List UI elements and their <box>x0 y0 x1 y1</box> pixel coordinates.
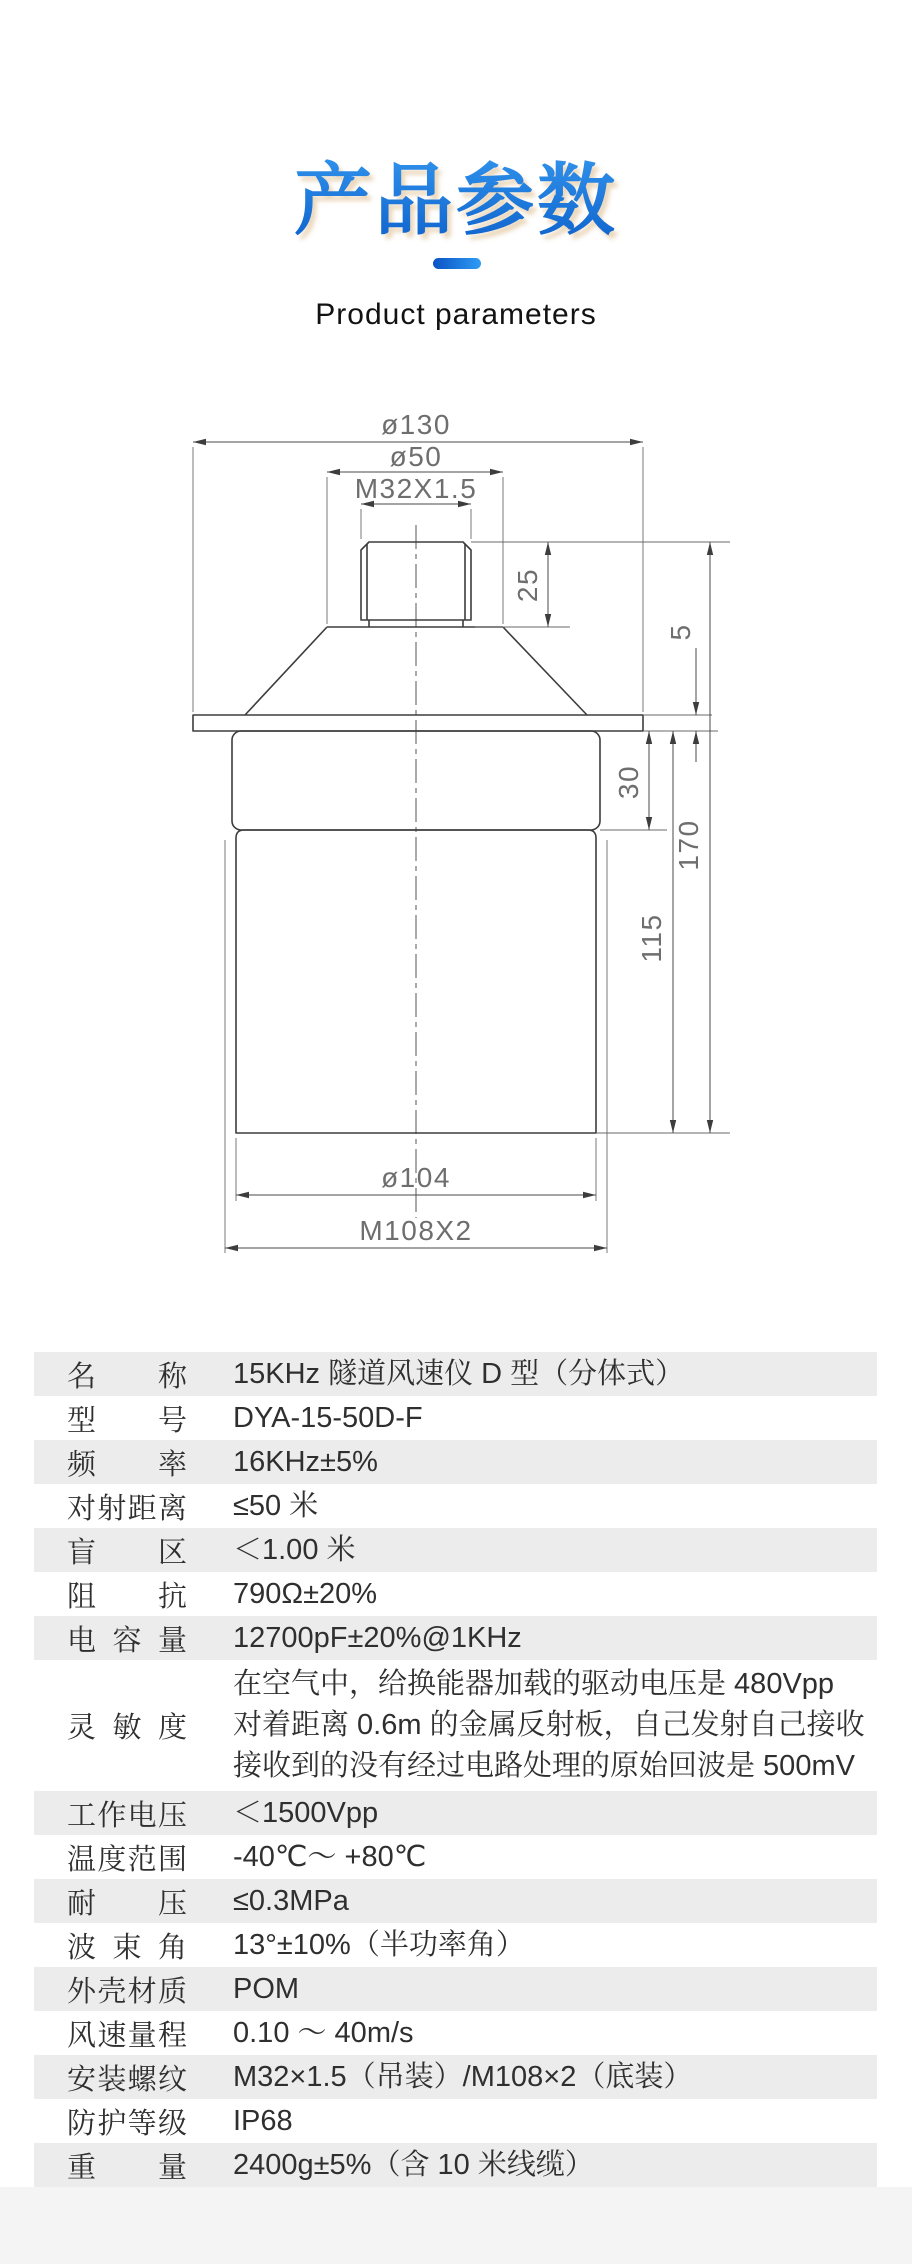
row-value: IP68 <box>233 2104 293 2137</box>
row-value: POM <box>233 1972 300 2005</box>
row-value: 15KHz 隧道风速仪 D 型（分体式） <box>233 1357 685 1390</box>
table-row <box>34 1528 877 1572</box>
row-value: M32×1.5（吊装）/M108×2（底装） <box>233 2060 693 2093</box>
dimension-arrows <box>193 439 713 1251</box>
title-accent-dash <box>433 258 481 269</box>
table-row <box>34 1791 877 1835</box>
row-label: 盲区 <box>67 1536 187 1569</box>
row-value-line: 在空气中，给换能器加载的驱动电压是 480Vpp <box>233 1668 835 1700</box>
row-value: 790Ω±20% <box>233 1577 378 1610</box>
row-label: 外壳材质 <box>67 1975 187 2008</box>
table-row <box>34 2143 877 2187</box>
row-label: 耐压 <box>67 1887 187 1920</box>
dim-label-body-diameter: ø104 <box>381 1162 451 1193</box>
row-value: DYA-15-50D-F <box>233 1401 423 1434</box>
dim-label-flange-diameter: ø130 <box>381 409 451 440</box>
table-row <box>34 1967 877 2011</box>
table-row <box>34 1396 877 1440</box>
row-label: 名称 <box>67 1360 187 1393</box>
row-value: ≤0.3MPa <box>233 1884 349 1917</box>
row-value: 16KHz±5% <box>233 1445 378 1478</box>
table-row <box>34 1440 877 1484</box>
row-value: 0.10 ～ 40m/s <box>233 2016 414 2049</box>
row-label: 频率 <box>67 1448 187 1481</box>
sensor-outline <box>193 542 643 1133</box>
row-value: -40℃～ +80℃ <box>233 1840 427 1873</box>
table-row <box>34 2055 877 2099</box>
dimension-lines <box>193 442 710 1248</box>
row-label: 温度范围 <box>67 1843 187 1876</box>
dim-label-total-height: 170 <box>673 819 704 871</box>
table-row <box>34 1484 877 1528</box>
table-row <box>34 1660 877 1791</box>
dim-label-body-height: 115 <box>636 913 667 963</box>
row-value-line: 对着距离 0.6m 的金属反射板，自己发射自己接收 <box>233 1709 865 1741</box>
row-value: 13°±10%（半功率角） <box>233 1928 525 1961</box>
row-value: ＜1500Vpp <box>233 1796 379 1829</box>
row-label: 对射距离 <box>67 1492 187 1525</box>
dim-label-body-thread: M108X2 <box>359 1215 473 1246</box>
footer-strip <box>0 2187 912 2264</box>
row-label: 阻抗 <box>67 1580 187 1613</box>
row-label: 防护等级 <box>67 2107 187 2140</box>
row-label: 安装螺纹 <box>67 2063 187 2096</box>
table-row <box>34 2099 877 2143</box>
page-title: 产品参数 <box>0 158 912 244</box>
row-label: 灵敏度 <box>67 1712 187 1744</box>
row-value-line: 接收到的没有经过电路处理的原始回波是 500mV <box>233 1750 855 1782</box>
table-row <box>34 1835 877 1879</box>
extension-lines <box>193 447 730 1253</box>
table-row <box>34 1923 877 1967</box>
row-value: ≤50 米 <box>233 1489 319 1522</box>
row-value <box>233 1664 877 1787</box>
dim-label-flange-thickness: 5 <box>665 623 696 641</box>
dim-label-upper-body-height: 30 <box>613 764 644 800</box>
technical-drawing <box>130 390 810 1290</box>
dim-label-neck-thread: M32X1.5 <box>354 473 478 504</box>
row-label: 重量 <box>67 2151 187 2184</box>
spec-table <box>34 1352 877 2187</box>
row-label: 工作电压 <box>67 1799 187 1832</box>
table-row <box>34 1572 877 1616</box>
table-row <box>34 1616 877 1660</box>
table-row <box>34 1879 877 1923</box>
row-label: 电容量 <box>67 1624 187 1657</box>
dim-label-neck-height: 25 <box>512 567 543 603</box>
row-label: 风速量程 <box>67 2019 187 2052</box>
page-subtitle: Product parameters <box>315 298 597 331</box>
row-label: 波束角 <box>67 1931 187 1964</box>
row-value: ＜1.00 米 <box>233 1533 356 1566</box>
row-label: 型号 <box>67 1404 187 1437</box>
flange-plate <box>193 715 643 731</box>
row-value: 2400g±5%（含 10 米线缆） <box>233 2148 594 2181</box>
dim-label-shoulder-diameter: ø50 <box>389 441 443 472</box>
table-row <box>34 2011 877 2055</box>
row-value: 12700pF±20%@1KHz <box>233 1621 522 1654</box>
dimension-labels <box>355 409 704 1246</box>
table-row <box>34 1352 877 1396</box>
